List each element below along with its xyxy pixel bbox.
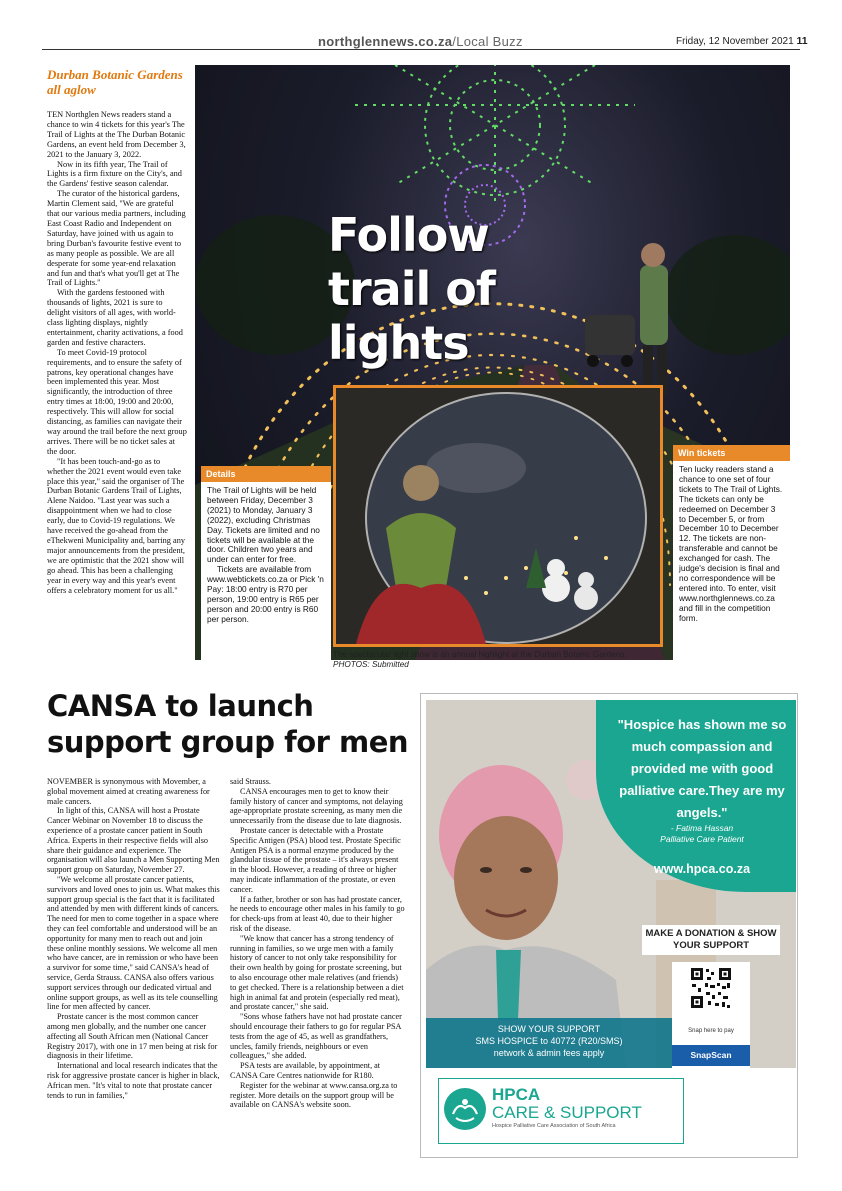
sms-support-banner: [426, 1018, 672, 1068]
ad-quote-author: [612, 823, 792, 845]
issue-date: [676, 35, 808, 47]
paragraph: "We welcome all prostate cancer patients, survivors and loved ones to join us. What makes this support group special is the fact that it is facilitated and attended by men with different kinds of cancers. The need for men to come together in a space where they can feel comfortable and understood will be an opportunity for many men to reach out and join these online monthly sessions. We welcome all men who have cancer, are in remission or who have been a survivor for some time," said CANSA's head of service, Gerda Strauss. CANSA also offers various support services through our dedicated virtual and online support groups, as well as its tele counselling line for men affected by cancer.: [47, 874, 220, 1012]
cansa-headline: [47, 688, 417, 760]
paragraph: If a father, brother or son has had prostate cancer, he needs to encourage other males in his family to go for check-ups from at least 40, due to their higher risk of the disease.: [230, 894, 405, 933]
ad-website-link[interactable]: www.hpca.co.za: [653, 862, 751, 876]
masthead-site: [318, 34, 523, 49]
paragraph: Now in its fifth year, The Trail of Lights is a firm fixture on the City's, and the Gardens' festive season calendar.: [47, 159, 182, 189]
article-kicker: Durban Botanic Gardens all aglow: [47, 67, 183, 97]
photo-caption: [333, 650, 673, 670]
site-name: northglennews.co.za: [318, 34, 453, 49]
details-paragraph: Tickets are available from www.webtickets.co.za or Pick 'n Pay: 18:00 entry is R70 per person, 19:00 entry is R65 per person and 20:00 entry is R60 per person.: [207, 564, 324, 624]
paragraph: "We know that cancer has a strong tendency of running in families, so we urge men with a family history of cancer to not only take responsibility for their own health by going for prostate screening, but to also encourage other male relatives (and friends) to get checked. There is a relationship between a diet high in animal fat and protein (especially red meat), and prostate cancer," she said.: [230, 933, 404, 1012]
sms-line: SHOW YOUR SUPPORT: [497, 1024, 601, 1034]
header-rule: [42, 49, 800, 50]
globe-illustration: [336, 388, 660, 644]
author-name: - Fatima Hassan: [670, 823, 734, 833]
sms-line: network & admin fees apply: [493, 1048, 605, 1058]
headline-line: support group for men: [47, 725, 409, 759]
paragraph: NOVEMBER is synonymous with Movember, a global movement aimed at creating awareness for male cancers.: [47, 777, 210, 806]
details-paragraph: The Trail of Lights will be held between Friday, December 3 (2021) to Monday, January 3 (2022), excluding Christmas Day. Tickets are limited and no tickets will be available at the door. Children two years and under can enter for free.: [207, 485, 320, 565]
date-text: Friday, 12 November 2021: [676, 36, 794, 47]
win-label: Win tickets: [673, 445, 790, 461]
details-body: [201, 482, 331, 625]
caption-text: The spectacular light show is an annual highlight at the Durban Botanic Gardens.: [333, 650, 627, 659]
donate-banner: MAKE A DONATION & SHOW YOUR SUPPORT: [642, 925, 780, 955]
paragraph: To meet Covid-19 protocol requirements, and to ensure the safety of patrons, key operational changes have been implemented this year. Most significantly, the introduction of three entry times at 18:00, 19:00 and 20:00, respectively. This will allow for social distancing, as families can navigate their way around the trail before the next group arrives. There will be no ticket sales at the door.: [47, 347, 187, 456]
paragraph: said Strauss.: [230, 777, 271, 786]
logo-care-support: CARE & SUPPORT: [492, 1103, 642, 1122]
hands-heart-icon: [444, 1088, 486, 1130]
article-body-left: [47, 110, 187, 595]
paragraph: PSA tests are available, by appointment, at CANSA Care Centres nationwide for R180.: [230, 1061, 381, 1080]
paragraph: In light of this, CANSA will host a Prostate Cancer Webinar on November 18 to discuss the experience of a prostate cancer patient in South Africa. Experts in their respective fields will also share their guidance and experience. The organisation will also launch a Men Supporting Men support group on Saturday, November 27.: [47, 806, 220, 875]
details-label: Details: [201, 466, 331, 482]
hpca-logo-text: [492, 1086, 642, 1130]
page-number: 11: [796, 35, 808, 47]
scan-to-pay-label: Snap here to pay: [688, 1028, 734, 1034]
cansa-body-col1: [47, 777, 220, 1100]
paragraph: Register for the webinar at www.cansa.org.za to register. More details on the support group will be available on CANSA's website soon.: [230, 1080, 398, 1110]
paragraph: "It has been touch-and-go as to whether the 2021 event would even take place this year," said the organiser of The Durban Botanic Gardens Trail of Lights, Alene Naidoo. "Last year was such a disappointment when we had to close early, due to Covid-19 regulations. We have received the go-ahead from the eThekweni Municipality and, barring any major announcements from the president, we are optimistic that the 2021 show will go ahead. This has been a challenging year in every way and this year's event offers a celebratory moment for us all.": [47, 456, 186, 595]
photo-credit: PHOTOS: Submitted: [333, 660, 409, 669]
author-role: Palliative Care Patient: [660, 834, 744, 844]
inset-photo-globe: [333, 385, 663, 647]
ad-quote: "Hospice has shown me so much compassion and provided me with good palliative care.They are my angels.": [617, 717, 787, 820]
paragraph: International and local research indicates that the risk for aggressive prostate cancer is higher in black, African men. "It's vital to note that prostate cancer tends to run in families,": [47, 1061, 220, 1100]
paragraph: CANSA encourages men to get to know their family history of cancer and symptoms, not delaying age-appropriate prostate screening, as many men die unnecessarily from the disease due to late diagnosis.: [230, 786, 403, 826]
paragraph: The curator of the historical gardens, Martin Clement said, "We are grateful that our various media partners, including East Coast Radio and Independent on Saturday, have joined with us again to bring Durban's favourite festive event to as many people as possible. We are all desperate for some year-end relaxation and fun and that's what you'll get at The Trail of Lights.": [47, 189, 186, 288]
article-headline: [328, 208, 495, 370]
section-name: /Local Buzz: [452, 34, 523, 49]
headline-line: trail of: [328, 262, 495, 316]
details-box: [201, 466, 331, 661]
sms-line: SMS HOSPICE to 40772 (R20/SMS): [475, 1036, 623, 1046]
paragraph: "Sons whose fathers have not had prostate cancer should encourage their fathers to go for regular PSA tests from the age of 45, as well as grandfathers, uncles, family friends, neighbours or even colleagues," she added.: [230, 1012, 402, 1061]
win-paragraph: Ten lucky readers stand a chance to one set of four tickets to The Trail of Lights. The tickets can only be redeemed on December 3 to December 5, or from December 10 to December 12. The tickets are non-transferable and cannot be exchanged for cash. The judge's decision is final and no correspondence will be entered into. To enter, visit www.northglennews.co.za and fill in the competition form.: [679, 464, 783, 623]
headline-line: lights: [328, 316, 469, 370]
cansa-body-col2: [230, 777, 406, 1110]
snapscan-button[interactable]: SnapScan: [672, 1045, 750, 1066]
qr-code-icon: [672, 962, 750, 1024]
paragraph: Prostate cancer is detectable with a Prostate Specific Antigen (PSA) blood test. Prostate Specific Antigen PSA is a normal enzyme produced by the glandular tissue of the prostate – it's always present in the blood. However, a reading of three or higher may indicate inflammation of the prostate, or even cancer.: [230, 825, 401, 894]
headline-line: CANSA to launch: [47, 689, 314, 723]
paragraph: With the gardens festooned with thousands of lights, 2021 is sure to delight visitors of all ages, with world-class lighting displays, nightly entertainment, charity activations, a food garden and festive characters.: [47, 288, 183, 347]
win-body: [673, 461, 790, 624]
paragraph: TEN Northglen News readers stand a chance to win 4 tickets for this year's The Trail of Lights at the The Durban Botanic Gardens, an event held from December 3, 2021 to the January 3, 2022.: [47, 110, 186, 159]
win-tickets-box: [673, 445, 790, 661]
logo-subtitle: Hospice Palliative Care Association of South Africa: [492, 1123, 616, 1129]
logo-hpca: HPCA: [492, 1085, 541, 1104]
hpca-logo-icon: [444, 1088, 486, 1130]
paragraph: Prostate cancer is the most common cancer among men globally, and the number one cancer affecting all South African men (National Cancer Registry 2017), with one in 17 men being at risk for diagnosis in their lifetime.: [47, 1012, 218, 1061]
headline-line: Follow: [328, 208, 489, 262]
